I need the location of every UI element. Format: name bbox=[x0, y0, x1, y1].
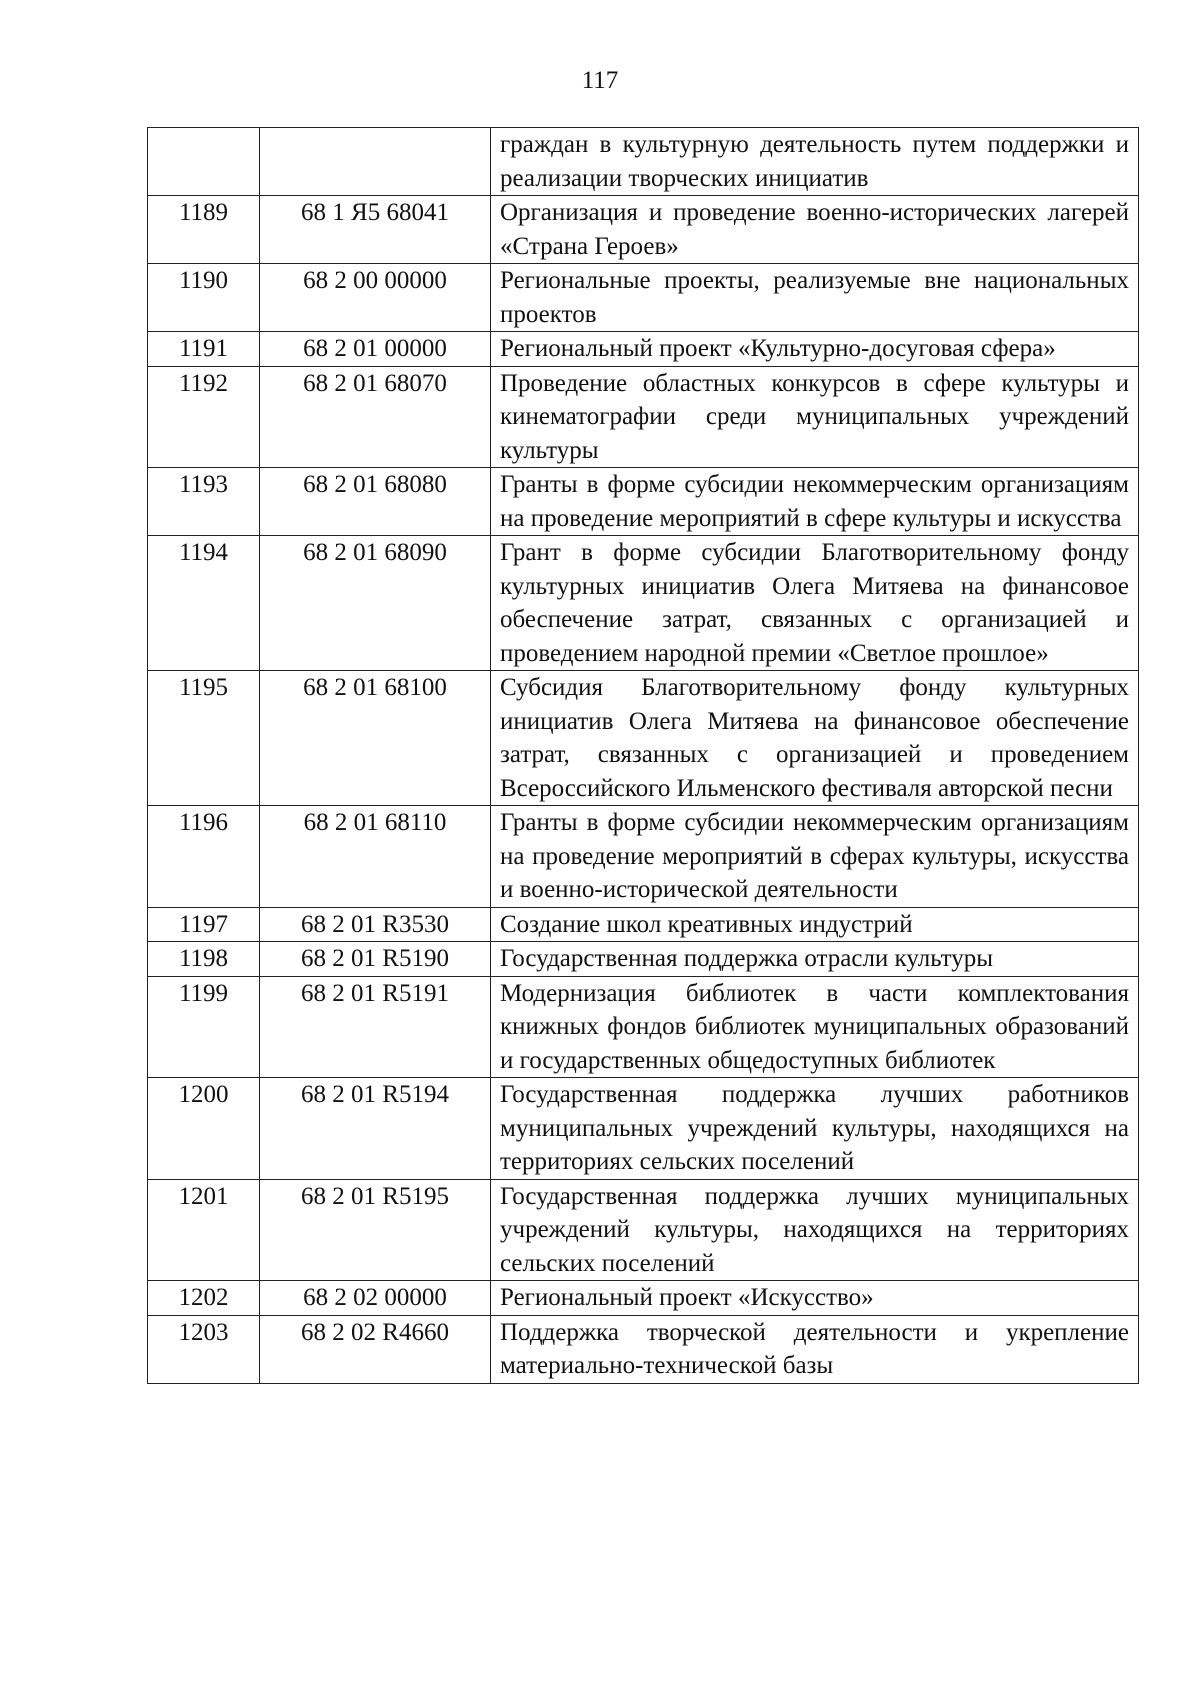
description-cell: Организация и проведение военно-исторических лагерей «Страна Героев» bbox=[491, 196, 1139, 264]
classification-code-cell: 68 2 01 R5190 bbox=[260, 942, 491, 977]
description-cell: Гранты в форме субсидии некоммерческим организациям на проведение мероприятий в сферах культуры, искусства и военно-исторической деятельности bbox=[491, 806, 1139, 908]
description-cell: Государственная поддержка отрасли культуры bbox=[491, 942, 1139, 977]
classification-code-cell: 68 2 01 00000 bbox=[260, 332, 491, 367]
row-number-cell: 1198 bbox=[148, 942, 260, 977]
description-cell: Гранты в форме субсидии некоммерческим организациям на проведение мероприятий в сфере культуры и искусства bbox=[491, 468, 1139, 536]
row-number-cell: 1192 bbox=[148, 366, 260, 468]
row-number-cell: 1202 bbox=[148, 1281, 260, 1316]
classification-code-cell: 68 2 01 68090 bbox=[260, 536, 491, 671]
classification-code-cell: 68 2 01 68070 bbox=[260, 366, 491, 468]
classification-code-cell: 68 2 02 00000 bbox=[260, 1281, 491, 1316]
row-number-cell: 1189 bbox=[148, 196, 260, 264]
classification-code-cell: 68 2 01 68100 bbox=[260, 671, 491, 806]
table-row bbox=[148, 366, 1139, 468]
row-number-cell: 1195 bbox=[148, 671, 260, 806]
table-row bbox=[148, 332, 1139, 367]
page-number: 117 bbox=[581, 67, 619, 94]
row-number-cell: 1197 bbox=[148, 907, 260, 942]
description-cell: Создание школ креативных индустрий bbox=[491, 907, 1139, 942]
budget-classification-table bbox=[147, 127, 1139, 1384]
table-row bbox=[148, 128, 1139, 196]
description-cell: Субсидия Благотворительному фонду культурных инициатив Олега Митяева на финансовое обеспечение затрат, связанных с организацией и проведением Всероссийского Ильменского фестиваля авторской песни bbox=[491, 671, 1139, 806]
table-row bbox=[148, 264, 1139, 332]
table-row bbox=[148, 1281, 1139, 1316]
row-number-cell: 1199 bbox=[148, 976, 260, 1078]
table-body bbox=[148, 128, 1139, 1384]
table-row bbox=[148, 907, 1139, 942]
row-number-cell: 1201 bbox=[148, 1179, 260, 1281]
row-number-cell: 1193 bbox=[148, 468, 260, 536]
description-cell: Грант в форме субсидии Благотворительному фонду культурных инициатив Олега Митяева на финансовое обеспечение затрат, связанных с организацией и проведением народной премии «Светлое прошлое» bbox=[491, 536, 1139, 671]
table-row bbox=[148, 196, 1139, 264]
table-row bbox=[148, 671, 1139, 806]
classification-code-cell: 68 2 01 R5194 bbox=[260, 1078, 491, 1180]
table-row bbox=[148, 976, 1139, 1078]
description-cell: Региональный проект «Культурно-досуговая сфера» bbox=[491, 332, 1139, 367]
classification-code-cell: 68 2 01 R3530 bbox=[260, 907, 491, 942]
classification-code-cell: 68 2 02 R4660 bbox=[260, 1315, 491, 1383]
table-row bbox=[148, 806, 1139, 908]
classification-code-cell: 68 2 01 R5191 bbox=[260, 976, 491, 1078]
row-number-cell: 1190 bbox=[148, 264, 260, 332]
classification-code-cell: 68 2 00 00000 bbox=[260, 264, 491, 332]
table-row bbox=[148, 468, 1139, 536]
table-row bbox=[148, 942, 1139, 977]
description-cell: Региональный проект «Искусство» bbox=[491, 1281, 1139, 1316]
table-row bbox=[148, 1078, 1139, 1180]
table-row bbox=[148, 1315, 1139, 1383]
description-cell: Региональные проекты, реализуемые вне национальных проектов bbox=[491, 264, 1139, 332]
description-cell: граждан в культурную деятельность путем поддержки и реализации творческих инициатив bbox=[491, 128, 1139, 196]
classification-code-cell: 68 2 01 68110 bbox=[260, 806, 491, 908]
classification-code-cell: 68 1 Я5 68041 bbox=[260, 196, 491, 264]
description-cell: Государственная поддержка лучших работников муниципальных учреждений культуры, находящихся на территориях сельских поселений bbox=[491, 1078, 1139, 1180]
row-number-cell: 1191 bbox=[148, 332, 260, 367]
row-number-cell bbox=[148, 128, 260, 196]
classification-code-cell: 68 2 01 68080 bbox=[260, 468, 491, 536]
row-number-cell: 1196 bbox=[148, 806, 260, 908]
row-number-cell: 1194 bbox=[148, 536, 260, 671]
row-number-cell: 1200 bbox=[148, 1078, 260, 1180]
description-cell: Модернизация библиотек в части комплектования книжных фондов библиотек муниципальных образований и государственных общедоступных библиотек bbox=[491, 976, 1139, 1078]
table-row bbox=[148, 536, 1139, 671]
classification-code-cell bbox=[260, 128, 491, 196]
table-row bbox=[148, 1179, 1139, 1281]
classification-code-cell: 68 2 01 R5195 bbox=[260, 1179, 491, 1281]
row-number-cell: 1203 bbox=[148, 1315, 260, 1383]
description-cell: Государственная поддержка лучших муниципальных учреждений культуры, находящихся на территориях сельских поселений bbox=[491, 1179, 1139, 1281]
description-cell: Проведение областных конкурсов в сфере культуры и кинематографии среди муниципальных учреждений культуры bbox=[491, 366, 1139, 468]
description-cell: Поддержка творческой деятельности и укрепление материально-технической базы bbox=[491, 1315, 1139, 1383]
